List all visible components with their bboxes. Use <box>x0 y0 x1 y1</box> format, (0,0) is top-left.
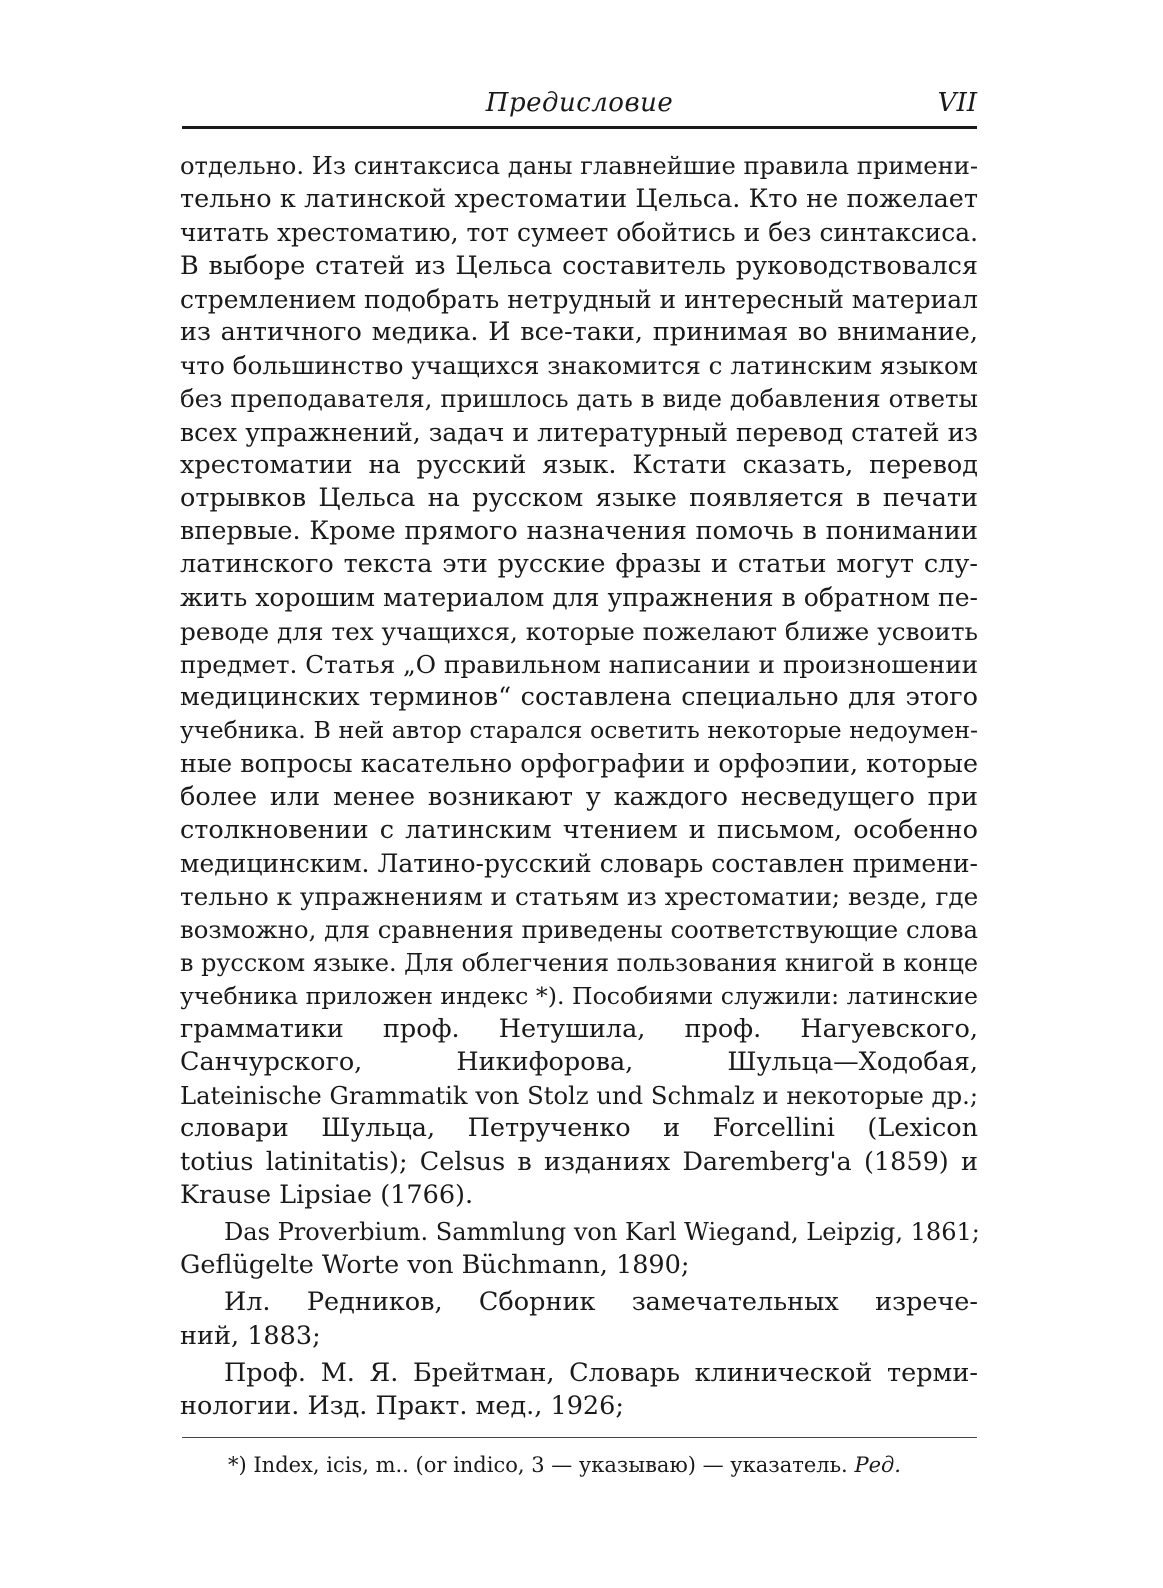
text-line: латинского текста эти русские фразы и статьи могут слу- <box>180 549 978 580</box>
text-line: что большинство учащихся знакомится с латинским языком <box>180 351 978 381</box>
footnote-editor-mark: Ред. <box>854 1453 901 1477</box>
text-line: хрестоматии на русский язык. Кстати сказать, перевод <box>180 449 978 480</box>
text-line: Krause Lipsiae (1766). <box>180 1179 474 1210</box>
text-line: учебника. В ней автор старался осветить некоторые недоумен- <box>180 716 978 745</box>
running-head-title: Предисловие <box>485 88 674 118</box>
text-line: из античного медика. И все-таки, принимая во внимание, <box>180 316 978 347</box>
text-line: словари Шульца, Петрученко и Forcellini (Lexicon <box>180 1113 978 1144</box>
text-line: в русском языке. Для облегчения пользования книгой в конце <box>180 948 978 977</box>
text-line: предмет. Статья „О правильном написании и произношении <box>180 649 979 679</box>
text-line: учебника приложен индекс *). Пособиями служили: латинские <box>180 981 978 1010</box>
text-line: отдельно. Из синтаксиса даны главнейшие правила примени- <box>180 152 978 180</box>
text-line: медицинских терминов“ составлена специально для этого <box>180 682 978 712</box>
text-line: Lateinische Grammatik von Stolz und Schmalz и некоторые др.; <box>180 1081 978 1111</box>
text-line: стремлением подобрать нетрудный и интересный материал <box>180 284 978 314</box>
footnote-rule <box>182 1437 977 1438</box>
text-line: столкновении с латинским чтением и письмом, особенно <box>180 814 978 845</box>
text-line: читать хрестоматию, тот сумеет обойтись и без синтаксиса. <box>180 218 978 248</box>
body-text <box>180 150 978 1423</box>
reference-line: Ил. Редников, Сборник замечательных изрече- <box>224 1287 978 1318</box>
main-paragraph <box>180 150 978 1212</box>
text-line: В выборе статей из Цельса составитель руководствовался <box>180 250 978 281</box>
text-line: реводе для тех учащихся, которые пожелают ближе усвоить <box>180 616 978 646</box>
text-line: без преподавателя, пришлось дать в виде добавления ответы <box>180 384 978 414</box>
text-line: всех упражнений, задач и литературный перевод статей из <box>180 417 978 447</box>
text-line: медицинским. Латино-русский словарь составлен примени- <box>180 848 978 878</box>
text-line: тельно к латинской хрестоматии Цельса. Кто не пожелает <box>180 184 978 215</box>
text-line: жить хорошим материалом для упражнения в обратном пе- <box>180 583 978 613</box>
text-line: тельно к упражнениям и статьям из хрестоматии; везде, где <box>180 882 979 912</box>
text-line: впервые. Кроме прямого назначения помочь в понимании <box>180 516 978 547</box>
running-head <box>182 88 977 128</box>
reference-entry <box>180 1216 978 1282</box>
reference-entry <box>180 1357 978 1423</box>
reference-line: Geflügelte Worte von Büchmann, 1890; <box>180 1250 690 1281</box>
text-line: ные вопросы касательно орфографии и орфоэпии, которые <box>180 748 978 779</box>
footnote <box>228 1452 901 1478</box>
reference-line: Das Proverbium. Sammlung von Karl Wiegand, Leipzig, 1861; <box>224 1218 980 1246</box>
text-line: более или менее возникают у каждого несведущего при <box>180 781 978 812</box>
footnote-text: *) Index, icis, m.. (or indico, 3 — указываю) — указатель. <box>228 1453 848 1477</box>
reference-line: нологии. Изд. Практ. мед., 1926; <box>180 1390 624 1421</box>
text-line: Санчурского, Никифорова, Шульца—Ходобая, <box>180 1047 978 1078</box>
text-line: отрывков Цельса на русском языке появляется в печати <box>180 482 978 513</box>
text-line: возможно, для сравнения приведены соответствующие слова <box>180 915 978 945</box>
reference-entry <box>180 1286 978 1352</box>
text-line: грамматики проф. Нетушила, проф. Нагуевского, <box>180 1013 978 1044</box>
text-line: totius latinitatis); Celsus в изданиях Daremberg'a (1859) и <box>180 1146 978 1177</box>
page-number: VII <box>937 88 977 118</box>
reference-line: Проф. М. Я. Брейтман, Словарь клинической терми- <box>224 1357 978 1388</box>
reference-line: ний, 1883; <box>180 1320 321 1351</box>
header-rule <box>182 126 977 129</box>
